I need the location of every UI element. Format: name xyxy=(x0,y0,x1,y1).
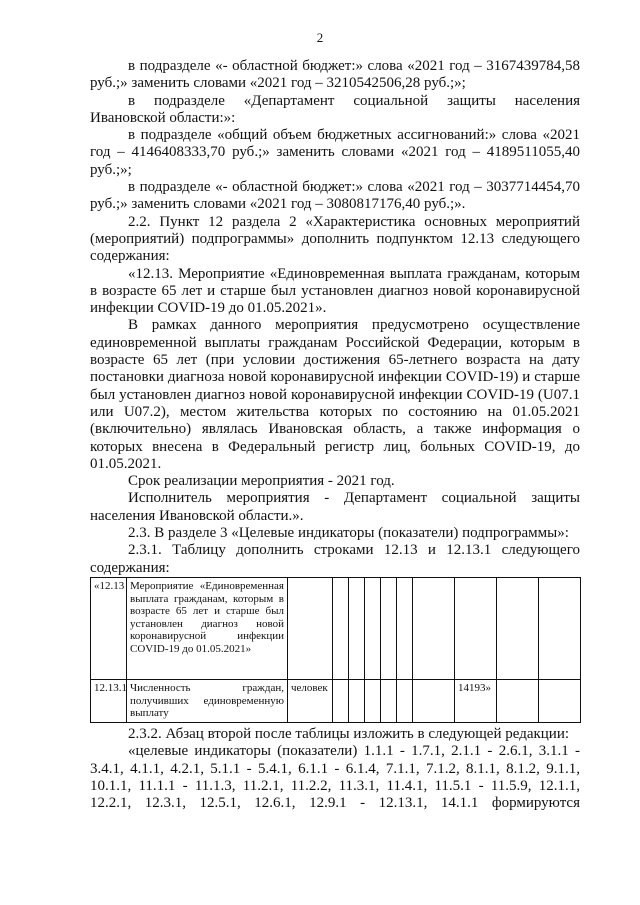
table-row xyxy=(91,577,581,679)
paragraph-2-3-2: 2.3.2. Абзац второй после таблицы изложить в следующей редакции: xyxy=(128,725,570,742)
paragraph-regional-budget-1: в подразделе «- областной бюджет:» слова «2021 год – 3167439784,58 руб.;» заменить словами «2021 год – 3210542506,28 руб.;»; xyxy=(90,58,580,92)
paragraph-social-protection-dept: в подразделе «Департамент социальной защиты населения Ивановской области:»: xyxy=(90,92,580,126)
table-row xyxy=(91,679,581,722)
row-number: «12.13 xyxy=(91,577,127,679)
table-cell xyxy=(413,679,455,722)
paragraph-executor: Исполнитель мероприятия - Департамент социальной защиты населения Ивановской области.». xyxy=(90,490,580,524)
table-cell xyxy=(333,679,349,722)
table-cell xyxy=(397,679,413,722)
table-cell xyxy=(333,577,349,679)
paragraph-measure-description: В рамках данного мероприятия предусмотрено осуществление единовременной выплаты гражданам Российской Федерации, которым в возрасте 65 лет (при условии достижения 65-летнего возраста на дату постановки диагноза новой коронавирусной инфекции COVID-19) и старше был установлен диагноз новой коронавирусной инфекции COVID-19 (U07.1 или U07.2), местом жительства которых по состоянию на 01.05.2021 (включительно) являлась Ивановская область, а также информация о которых внесена в Федеральный регистр лиц, больных COVID-19, до 01.05.2021. xyxy=(90,317,580,472)
table-cell xyxy=(539,679,581,722)
table-cell xyxy=(365,679,381,722)
row-description: Мероприятие «Единовременная выплата гражданам, которым в возрасте 65 лет и старше был установлен диагноз новой коронавирусной инфекции COVID-19 до 01.05.2021» xyxy=(127,577,288,679)
paragraph-2-3: 2.3. В разделе 3 «Целевые индикаторы (показатели) подпрограммы»: xyxy=(128,525,569,542)
table-cell xyxy=(539,577,581,679)
paragraph-indicators-list: «целевые индикаторы (показатели) 1.1.1 - 1.7.1, 2.1.1 - 2.6.1, 3.1.1 - 3.4.1, 4.1.1, 4.2.1, 5.1.1 - 5.4.1, 6.1.1 - 6.1.4, 7.1.1, 7.1.2, 8.1.1, 8.1.2, 9.1.1, 10.1.1, 11.1.1 - 11.1.3, 11.2.1, 11.2.2, 11.3.1, 11.4.1, 11.5.1 - 11.5.9, 12.1.1, 12.2.1, 12.3.1, 12.5.1, 12.6.1, 12.9.1 - 12.13.1, 14.1.1 формируются xyxy=(90,743,580,812)
table-cell xyxy=(497,679,539,722)
paragraph-implementation-period: Срок реализации мероприятия - 2021 год. xyxy=(128,473,395,490)
table-cell xyxy=(455,577,497,679)
row-description: Численность граждан, получивших единовременную выплату xyxy=(127,679,288,722)
table-cell xyxy=(413,577,455,679)
indicators-table xyxy=(90,577,581,723)
table-cell xyxy=(381,577,397,679)
table-cell xyxy=(397,577,413,679)
table-cell xyxy=(288,577,333,679)
paragraph-2-3-1: 2.3.1. Таблицу дополнить строками 12.13 и 12.13.1 следующего содержания: xyxy=(90,542,580,576)
table-cell xyxy=(349,679,365,722)
row-unit: человек xyxy=(288,679,333,722)
paragraph-12-13: «12.13. Мероприятие «Единовременная выплата гражданам, которым в возрасте 65 лет и старше был установлен диагноз новой коронавирусной инфекции COVID-19 до 01.05.2021». xyxy=(90,265,580,317)
page-number: 2 xyxy=(316,30,324,45)
paragraph-regional-budget-2: в подразделе «- областной бюджет:» слова «2021 год – 3037714454,70 руб.;» заменить словами «2021 год – 3080817176,40 руб.;». xyxy=(90,179,580,213)
paragraph-2-2: 2.2. Пункт 12 раздела 2 «Характеристика основных мероприятий (мероприятий) подпрограммы» дополнить подпунктом 12.13 следующего содержания: xyxy=(90,213,580,265)
table-cell xyxy=(365,577,381,679)
paragraph-total-appropriations: в подразделе «общий объем бюджетных ассигнований:» слова «2021 год – 4146408333,70 руб.;» заменить словами «2021 год – 4189511055,40 руб.;»; xyxy=(90,127,580,178)
document-body xyxy=(90,58,580,812)
table-cell xyxy=(381,679,397,722)
table-cell xyxy=(349,577,365,679)
row-number: 12.13.1 xyxy=(91,679,127,722)
table-cell xyxy=(497,577,539,679)
row-value-2021: 14193» xyxy=(455,679,497,722)
